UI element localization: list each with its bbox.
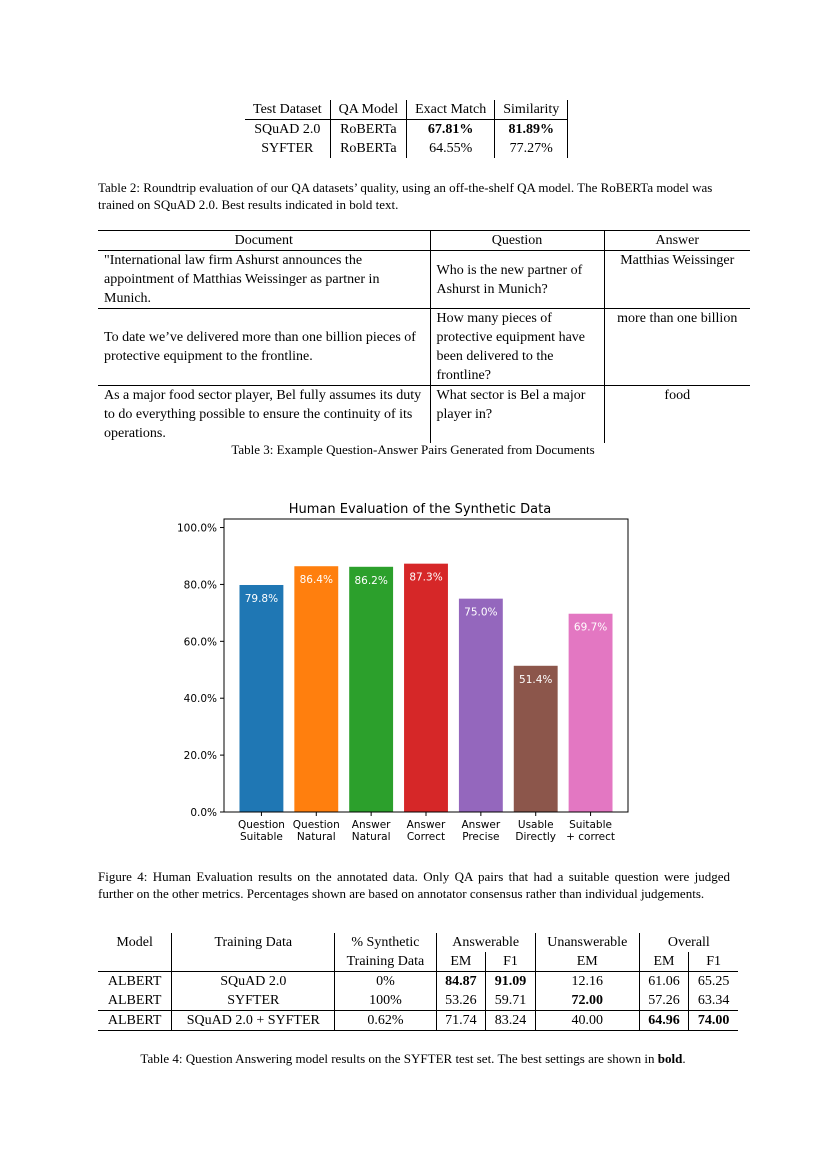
table-cell: SQuAD 2.0 xyxy=(172,972,335,992)
table-cell: 0.62% xyxy=(335,1011,436,1031)
x-tick-label: Answer xyxy=(406,819,446,831)
bar xyxy=(569,614,613,812)
x-tick-label: Correct xyxy=(406,831,446,843)
table-header: Answer xyxy=(604,231,750,251)
bar-value-label: 87.3% xyxy=(409,571,443,584)
y-tick-label: 80.0% xyxy=(183,579,217,592)
table-cell: SYFTER xyxy=(172,991,335,1011)
table-cell: Matthias Weissinger xyxy=(604,251,750,309)
table-cell: ALBERT xyxy=(98,991,172,1011)
x-tick-label: Suitable xyxy=(240,831,283,843)
table-row xyxy=(98,991,738,1011)
table-row xyxy=(245,139,568,158)
table-row xyxy=(98,251,750,309)
x-tick-label: + correct xyxy=(566,831,616,843)
table-cell: 0% xyxy=(335,972,436,992)
table-cell: 57.26 xyxy=(639,991,689,1011)
table-2-caption: Table 2: Roundtrip evaluation of our QA datasets’ quality, using an off-the-shelf QA model. The RoBERTa model was trained on SQuAD 2.0. Best results indicated in bold text. xyxy=(98,180,713,212)
x-tick-label: Answer xyxy=(461,819,501,831)
table-header: % Synthetic xyxy=(335,933,436,952)
bar-value-label: 79.8% xyxy=(244,592,279,605)
table-header: Training Data xyxy=(172,933,335,952)
table-4 xyxy=(98,933,738,1031)
table-row xyxy=(98,1011,738,1031)
x-tick-label: Suitable xyxy=(569,819,612,831)
bar xyxy=(459,599,503,812)
table-header: Model xyxy=(98,933,172,952)
table-row xyxy=(98,386,750,444)
x-tick-label: Usable xyxy=(517,819,554,831)
table-row xyxy=(245,120,568,140)
table-cell: 40.00 xyxy=(535,1011,639,1031)
table-3 xyxy=(98,230,750,443)
table-cell: 84.87 xyxy=(436,972,486,992)
table-cell: SYFTER xyxy=(245,139,330,158)
table-header: EM xyxy=(639,952,689,972)
table-header: Exact Match xyxy=(407,100,495,120)
x-tick-label: Directly xyxy=(515,831,557,843)
table-header-blank xyxy=(172,952,335,972)
table-cell: 81.89% xyxy=(495,120,568,140)
x-tick-label: Precise xyxy=(462,831,500,843)
table-cell: 59.71 xyxy=(486,991,536,1011)
bar-value-label: 86.2% xyxy=(354,574,388,587)
table-cell: RoBERTa xyxy=(330,139,407,158)
y-tick-label: 60.0% xyxy=(183,636,217,649)
table-3-caption: Table 3: Example Question-Answer Pairs Generated from Documents xyxy=(231,442,595,457)
table-4-caption xyxy=(98,1050,728,1067)
bar xyxy=(239,585,283,812)
table-cell: As a major food sector player, Bel fully assumes its duty to do everything possible to ensure the continuity of its operations. xyxy=(98,386,430,444)
bar-value-label: 51.4% xyxy=(519,673,553,686)
x-tick-label: Question xyxy=(292,819,340,831)
bar-value-label: 75.0% xyxy=(464,606,498,619)
table-cell: 53.26 xyxy=(436,991,486,1011)
table-cell: food xyxy=(664,388,691,403)
table-cell: What sector is Bel a major player in? xyxy=(430,386,604,444)
table-row xyxy=(98,972,738,992)
bar xyxy=(294,566,338,812)
table-header: Unanswerable xyxy=(535,933,639,952)
table-header: Test Dataset xyxy=(245,100,330,120)
y-tick-label: 0.0% xyxy=(190,807,217,819)
table-header-blank xyxy=(98,952,172,972)
table-header: Question xyxy=(430,231,604,251)
table-cell: 77.27% xyxy=(495,139,568,158)
table-cell: 100% xyxy=(335,991,436,1011)
table-cell: Who is the new partner of Ashurst in Munich? xyxy=(430,251,604,309)
table-cell: ALBERT xyxy=(98,972,172,992)
table-cell: To date we’ve delivered more than one billion pieces of protective equipment to the frontline. xyxy=(98,309,430,386)
y-tick-label: 100.0% xyxy=(176,522,217,535)
caption-text: Table 4: Question Answering model results on the SYFTER test set. The best settings are shown in xyxy=(140,1051,658,1066)
caption-bold: bold xyxy=(657,1051,683,1066)
table-header: F1 xyxy=(689,952,738,972)
table-header: Answerable xyxy=(436,933,535,952)
table-header: Training Data xyxy=(335,952,436,972)
table-cell: SQuAD 2.0 xyxy=(245,120,330,140)
table-cell: ALBERT xyxy=(98,1011,172,1031)
table-header: Document xyxy=(98,231,430,251)
table-2 xyxy=(245,100,568,158)
table-cell: 64.55% xyxy=(407,139,495,158)
table-cell: 63.34 xyxy=(689,991,738,1011)
bar xyxy=(349,567,393,812)
table-cell: SQuAD 2.0 + SYFTER xyxy=(172,1011,335,1031)
table-cell: 65.25 xyxy=(697,974,730,989)
table-row xyxy=(98,309,750,386)
table-cell: How many pieces of protective equipment have been delivered to the frontline? xyxy=(430,309,604,386)
figure-4-caption: Figure 4: Human Evaluation results on the annotated data. Only QA pairs that had a suitable question were judged further on the other metrics. Percentages shown are based on annotator consensus rather than individual judgements. xyxy=(98,869,730,901)
table-cell: 91.09 xyxy=(486,972,536,992)
bar xyxy=(404,564,448,812)
bar-value-label: 86.4% xyxy=(299,574,333,587)
table-cell: 83.24 xyxy=(486,1011,536,1031)
table-header: F1 xyxy=(486,952,536,972)
x-tick-label: Natural xyxy=(296,831,336,843)
chart-title: Human Evaluation of the Synthetic Data xyxy=(288,502,552,517)
table-header: Similarity xyxy=(495,100,568,120)
table-cell: 71.74 xyxy=(436,1011,486,1031)
table-cell: 67.81% xyxy=(407,120,495,140)
bar xyxy=(514,666,558,812)
table-cell: 72.00 xyxy=(535,991,639,1011)
table-cell: RoBERTa xyxy=(330,120,407,140)
bar-chart xyxy=(160,495,640,855)
table-header: Overall xyxy=(667,935,710,950)
x-tick-label: Natural xyxy=(351,831,391,843)
table-cell: 12.16 xyxy=(535,972,639,992)
table-cell: 61.06 xyxy=(639,972,689,992)
y-tick-label: 20.0% xyxy=(183,750,217,763)
table-header: QA Model xyxy=(330,100,407,120)
caption-end: . xyxy=(682,1051,686,1066)
table-cell: 74.00 xyxy=(689,1011,738,1031)
bar-value-label: 69.7% xyxy=(573,621,608,634)
x-tick-label: Answer xyxy=(351,819,391,831)
table-header: EM xyxy=(436,952,486,972)
y-tick-label: 40.0% xyxy=(183,693,217,706)
table-cell: more than one billion xyxy=(604,309,750,386)
x-tick-label: Question xyxy=(237,819,285,831)
table-cell: 64.96 xyxy=(639,1011,689,1031)
table-cell: "International law firm Ashurst announces the appointment of Matthias Weissinger as partner in Munich. xyxy=(98,251,430,309)
table-header: EM xyxy=(535,952,639,972)
